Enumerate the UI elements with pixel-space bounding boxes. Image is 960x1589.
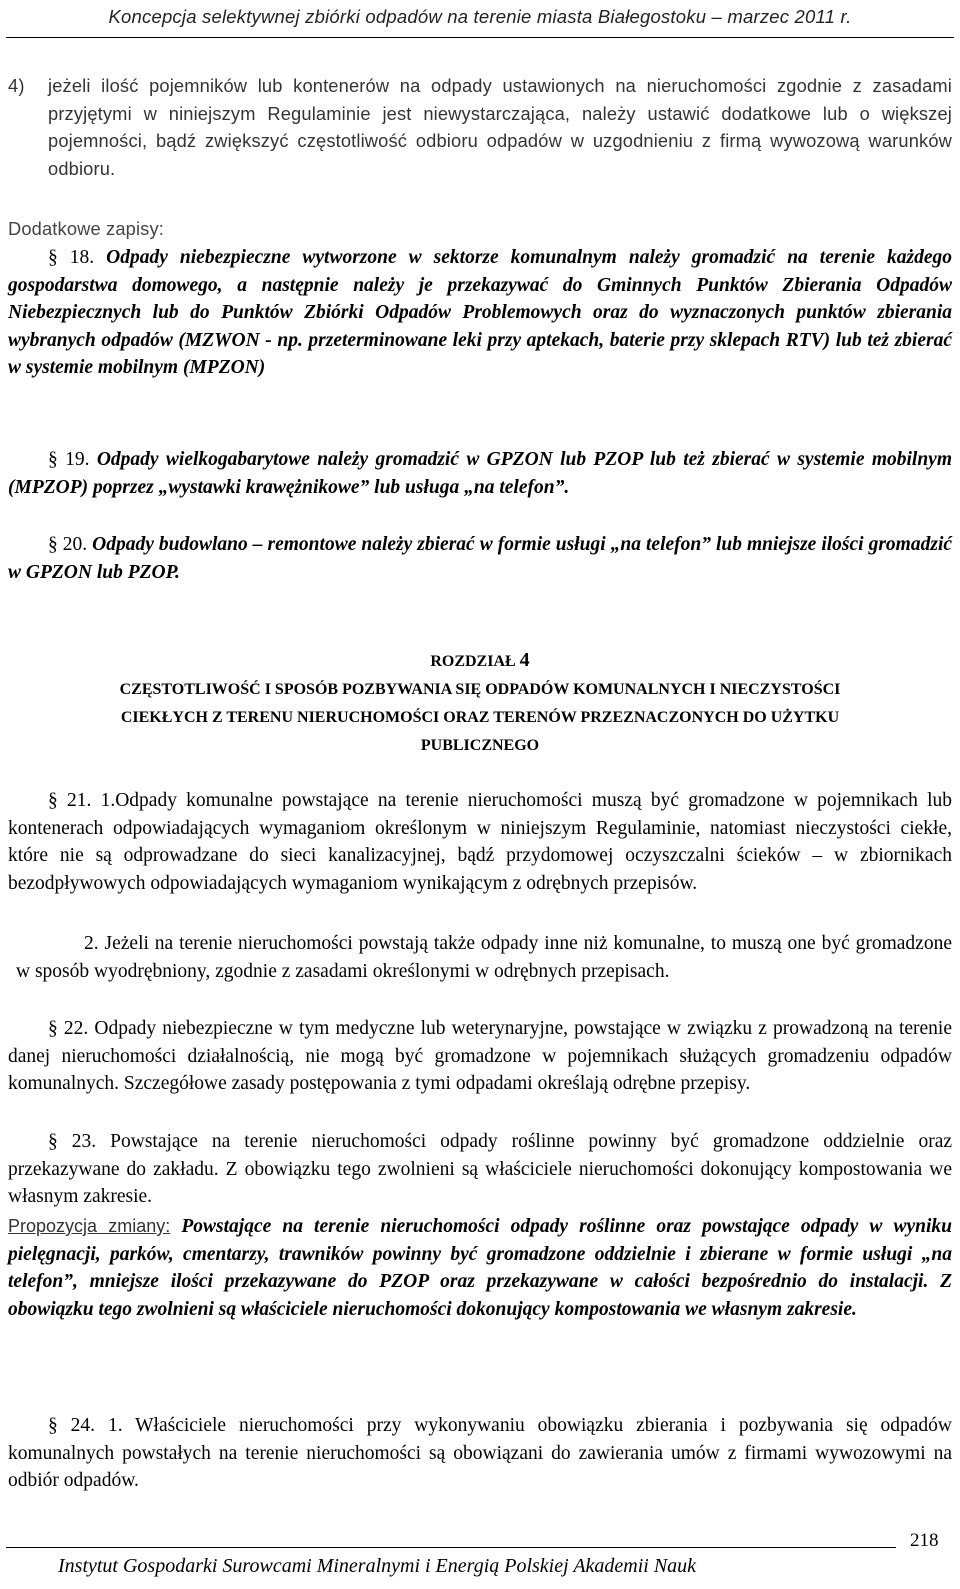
proposal-paragraph xyxy=(8,1213,952,1323)
paragraph-text: Odpady niebezpieczne w tym medyczne lub weterynaryjne, powstające w związku z prowadzoną na terenie danej nieruchomości działalnością, nie mogą być gromadzone w pojemnikach służących gromadzeniu odpadów komunalnych. Szczegółowe zasady postępowania z tymi odpadami określają odrębne przepisy. xyxy=(8,1018,952,1094)
list-item-text: jeżeli ilość pojemników lub kontenerów na odpady ustawionych na nieruchomości zgodnie z zasadami przyjętymi w niniejszym Regulaminie jest niewystarczająca, należy ustawić dodatkowe lub o większej pojemności, bądź zwiększyć częstotliwość odbioru odpadów w uzgodnieniu z firmą wywozową warunków odbioru. xyxy=(48,75,952,179)
paragraph-19 xyxy=(8,446,952,501)
paragraph-number: § 19. xyxy=(48,449,90,470)
chapter-title-line: CIEKŁYCH Z TERENU NIERUCHOMOŚCI ORAZ TERENÓW PRZEZNACZONYCH DO UŻYTKU xyxy=(120,709,840,726)
chapter-number: 4 xyxy=(519,649,530,671)
running-header: Koncepcja selektywnej zbiórki odpadów na terenie miasta Białegostoku – marzec 2011 r. xyxy=(108,6,852,27)
paragraph-22 xyxy=(8,1015,952,1098)
paragraph-23 xyxy=(8,1128,952,1211)
paragraph-24 xyxy=(8,1412,952,1495)
paragraph-text: Jeżeli na terenie nieruchomości powstają także odpady inne niż komunalne, to muszą one być gromadzone w sposób wyodrębniony, zgodnie z zasadami określonymi w odrębnych przepisach. xyxy=(16,933,952,982)
paragraph-number: § 24. 1. xyxy=(48,1415,123,1436)
paragraph-text: Odpady wielkogabarytowe należy gromadzić w GPZON lub PZOP lub też zbierać w systemie mobilnym (MPZOP) poprzez „wystawki krawężnikowe” lub usługa „na telefon”. xyxy=(8,449,952,498)
paragraph-text: Odpady niebezpieczne wytworzone w sektorze komunalnym należy gromadzić na terenie każdego gospodarstwa domowego, a następnie należy je przekazywać do Gminnych Punktów Zbierania Odpadów Niebezpiecznych lub do Punktów Zbiórki Odpadów Problemowych oraz do wyznaczonych punktów zbierania wybranych odpadów (MZWON - np. przeterminowane leki przy aptekach, baterie przy sklepach RTV) lub też zbierać w systemie mobilnym (MPZON) xyxy=(8,247,953,378)
paragraph-number: § 22. xyxy=(48,1018,89,1039)
paragraph-21 xyxy=(8,787,952,897)
paragraph-21-2 xyxy=(8,930,952,985)
paragraph-number: 2. xyxy=(84,933,99,954)
additional-heading: Dodatkowe zapisy: xyxy=(8,218,164,239)
list-item-4 xyxy=(8,72,952,182)
paragraph-number: § 21. 1. xyxy=(48,790,116,811)
paragraph-text: Odpady komunalne powstające na terenie nieruchomości muszą być gromadzone w pojemnikach lub kontenerach odpowiadających wymaganiom określonym w niniejszym Regulaminie, natomiast nieczystości ciekłe, które nie są odprowadzane do sieci kanalizacyjnej, bądź przydomowej oczyszczalni ścieków – w zbiornikach bezodpływowych odpowiadających wymaganiom wynikającym z odrębnych przepisów. xyxy=(8,790,953,894)
list-number: 4) xyxy=(8,75,25,96)
footer-divider xyxy=(6,1547,896,1548)
paragraph-20 xyxy=(8,531,952,586)
paragraph-number: § 23. xyxy=(48,1131,97,1152)
chapter-title-line: CZĘSTOTLIWOŚĆ I SPOSÓB POZBYWANIA SIĘ ODPADÓW KOMUNALNYCH I NIECZYSTOŚCI xyxy=(119,681,841,698)
paragraph-text: Odpady budowlano – remontowe należy zbierać w formie usługi „na telefon” lub mniejsze ilości gromadzić w GPZON lub PZOP. xyxy=(8,534,953,583)
paragraph-text: Właściciele nieruchomości przy wykonywaniu obowiązku zbierania i pozbywania się odpadów komunalnych powstałych na terenie nieruchomości są obowiązani do zawierania umów z firmami wywozowymi na odbiór odpadów. xyxy=(8,1415,952,1491)
chapter-title-line: PUBLICZNEGO xyxy=(420,737,540,754)
paragraph-number: § 20. xyxy=(48,534,88,555)
header-divider xyxy=(6,37,954,38)
paragraph-18 xyxy=(8,244,952,382)
proposal-label: Propozycja zmiany: xyxy=(8,1216,171,1236)
proposal-text: Powstające na terenie nieruchomości odpady roślinne oraz powstające odpady w wyniku pielęgnacji, parków, cmentarzy, trawników powinny być gromadzone oddzielnie i zbierane w formie usługi „na telefon”, mniejsze ilości przekazywane do PZOP oraz przekazywane w całości bezpośrednio do instalacji. Z obowiązku tego zwolnieni są właściciele nieruchomości dokonujący kompostowania we własnym zakresie. xyxy=(8,1216,953,1320)
footer-institute: Instytut Gospodarki Surowcami Mineralnymi i Energią Polskiej Akademii Nauk xyxy=(58,1555,697,1577)
chapter-heading xyxy=(8,646,952,760)
page-number: 218 xyxy=(910,1530,939,1551)
paragraph-number: § 18. xyxy=(48,247,95,268)
chapter-label: ROZDZIAŁ 4 xyxy=(430,649,530,671)
paragraph-text: Powstające na terenie nieruchomości odpady roślinne powinny być gromadzone oddzielnie oraz przekazywane do zakładu. Z obowiązku tego zwolnieni są właściciele nieruchomości dokonujący kompostowania we własnym zakresie. xyxy=(8,1131,952,1207)
